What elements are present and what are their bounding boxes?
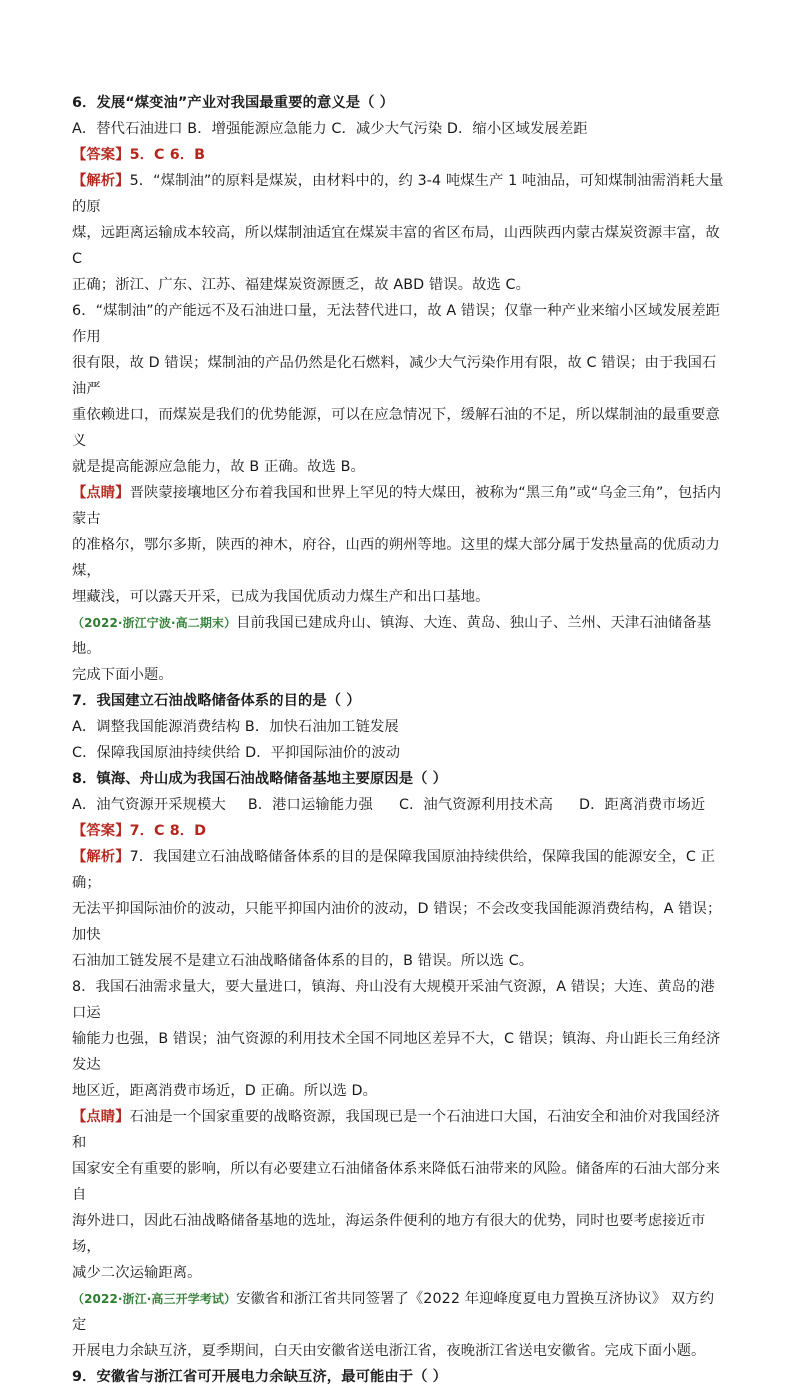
- source-tag: （2022·浙江·高三开学考试）: [72, 1292, 237, 1306]
- explanation-label: 【解析】: [72, 849, 130, 865]
- answer-label: 【答案】: [72, 147, 130, 163]
- option-c: C．油气资源利用技术高: [398, 797, 554, 813]
- source-text: 目前我国已建成舟山、镇海、大连、黄岛、独山子、兰州、天津石油储备基地。: [72, 615, 712, 657]
- tip-5-6-line2: 的准格尔，鄂尔多斯，陕西的神木，府谷，山西的朔州等地。这里的煤大部分属于发热量高的优质动力煤，: [72, 537, 720, 579]
- tip-label: 【点睛】: [72, 485, 130, 501]
- question-9-stem: 9．安徽省与浙江省可开展电力余缺互济，最可能由于（ ）: [72, 1369, 448, 1385]
- question-6-stem: 6．发展“煤变油”产业对我国最重要的意义是（ ）: [72, 95, 395, 111]
- answer-5-6: [72, 142, 728, 168]
- explanation-8-line1: 8．我国石油需求量大，要大量进口，镇海、舟山没有大规模开采油气资源，A 错误；大连、黄岛的港口运: [72, 979, 715, 1021]
- answer-value: 5．C 6．B: [129, 147, 206, 163]
- tip-text: 石油是一个国家重要的战略资源，我国现已是一个石油进口大国，石油安全和油价对我国经济和: [72, 1109, 720, 1151]
- explanation-8-line3: 地区近，距离消费市场近，D 正确。所以选 D。: [72, 1083, 378, 1099]
- explanation-7-line2: 无法平抑国际油价的波动，只能平抑国内油价的波动，D 错误；不会改变我国能源消费结构，A 错误；加快: [72, 901, 722, 943]
- explanation-6-line2: 很有限，故 D 错误；煤制油的产品仍然是化石燃料，减少大气污染作用有限，故 C 错误；由于我国石油严: [72, 355, 717, 397]
- explanation-8-line2: 输能力也强，B 错误；油气资源的利用技术全国不同地区差异不大，C 错误；镇海、舟山距长三角经济发达: [72, 1031, 721, 1073]
- tip-7-8-line4: 减少二次运输距离。: [72, 1265, 202, 1281]
- option-a: A．调整我国能源消费结构: [72, 719, 241, 735]
- explanation-7-line3: 石油加工链发展不是建立石油战略储备体系的目的，B 错误。所以选 C。: [72, 953, 534, 969]
- explanation-5-line3: 正确；浙江、广东、江苏、福建煤炭资源匮乏，故 ABD 错误。故选 C。: [72, 277, 531, 293]
- source-7-8-line2: 完成下面小题。: [72, 667, 173, 683]
- tip-7-8-line3: 海外进口，因此石油战略储备基地的选址，海运条件便利的地方有很大的优势，同时也要考虑接近市场，: [72, 1213, 706, 1255]
- question-7-stem: 7．我国建立石油战略储备体系的目的是（ ）: [72, 693, 361, 709]
- option-b: B．加快石油加工链发展: [244, 719, 399, 735]
- tip-text: 晋陕蒙接壤地区分布着我国和世界上罕见的特大煤田，被称为“黑三角”或“乌金三角”，包括内蒙古: [72, 485, 722, 527]
- question-7-options-row1: [72, 714, 728, 740]
- tip-7-8-line1: [72, 1104, 728, 1156]
- option-b: B．港口运输能力强: [247, 797, 373, 813]
- question-7-options-row2: [72, 740, 728, 766]
- tip-5-6-line1: [72, 480, 728, 532]
- explanation-label: 【解析】: [72, 173, 130, 189]
- explanation-6-line1: 6．“煤制油”的产能远不及石油进口量，无法替代进口，故 A 错误；仅靠一种产业来缩小区域发展差距作用: [72, 303, 721, 345]
- explanation-5-line1: [72, 168, 728, 220]
- explanation-text: 5．“煤制油”的原料是煤炭，由材料中的，约 3-4 吨煤生产 1 吨油品，可知煤制油需消耗大量的原: [72, 173, 724, 215]
- explanation-5-line2: 煤，远距离运输成本较高，所以煤制油适宜在煤炭丰富的省区布局，山西陕西内蒙古煤炭资源丰富，故 C: [72, 225, 720, 267]
- option-d: D．平抑国际油价的波动: [245, 745, 401, 761]
- tip-label: 【点睛】: [72, 1109, 130, 1125]
- tip-5-6-line3: 埋藏浅，可以露天开采，已成为我国优质动力煤生产和出口基地。: [72, 589, 490, 605]
- explanation-6-line4: 就是提高能源应急能力，故 B 正确。故选 B。: [72, 459, 365, 475]
- source-9-line2: 开展电力余缺互济，夏季期间，白天由安徽省送电浙江省，夜晚浙江省送电安徽省。完成下面小题。: [72, 1343, 706, 1359]
- tip-7-8-line2: 国家安全有重要的影响，所以有必要建立石油储备体系来降低石油带来的风险。储备库的石油大部分来自: [72, 1161, 720, 1203]
- source-tag: （2022·浙江宁波·高二期末）: [72, 616, 237, 630]
- explanation-7-line1: [72, 844, 728, 896]
- answer-label: 【答案】: [72, 823, 130, 839]
- document-content: [72, 90, 728, 1390]
- question-8-stem: 8．镇海、舟山成为我国石油战略储备基地主要原因是（ ）: [72, 771, 448, 787]
- explanation-text: 7．我国建立石油战略储备体系的目的是保障我国原油持续供给，保障我国的能源安全，C 正确；: [72, 849, 715, 891]
- source-7-8: [72, 610, 728, 662]
- question-8-options: [72, 792, 728, 818]
- option-c: C．保障我国原油持续供给: [72, 745, 241, 761]
- question-6-options: A．替代石油进口 B．增强能源应急能力 C．减少大气污染 D．缩小区域发展差距: [72, 121, 588, 137]
- answer-7-8: [72, 818, 728, 844]
- answer-value: 7．C 8．D: [129, 823, 207, 839]
- source-text: 安徽省和浙江省共同签署了《2022 年迎峰度夏电力置换互济协议》 双方约定: [72, 1291, 715, 1333]
- option-a: A．油气资源开采规模大: [72, 797, 226, 813]
- explanation-6-line3: 重依赖进口，而煤炭是我们的优势能源，可以在应急情况下，缓解石油的不足，所以煤制油的最重要意义: [72, 407, 720, 449]
- option-d: D．距离消费市场近: [579, 797, 706, 813]
- source-9: [72, 1286, 728, 1338]
